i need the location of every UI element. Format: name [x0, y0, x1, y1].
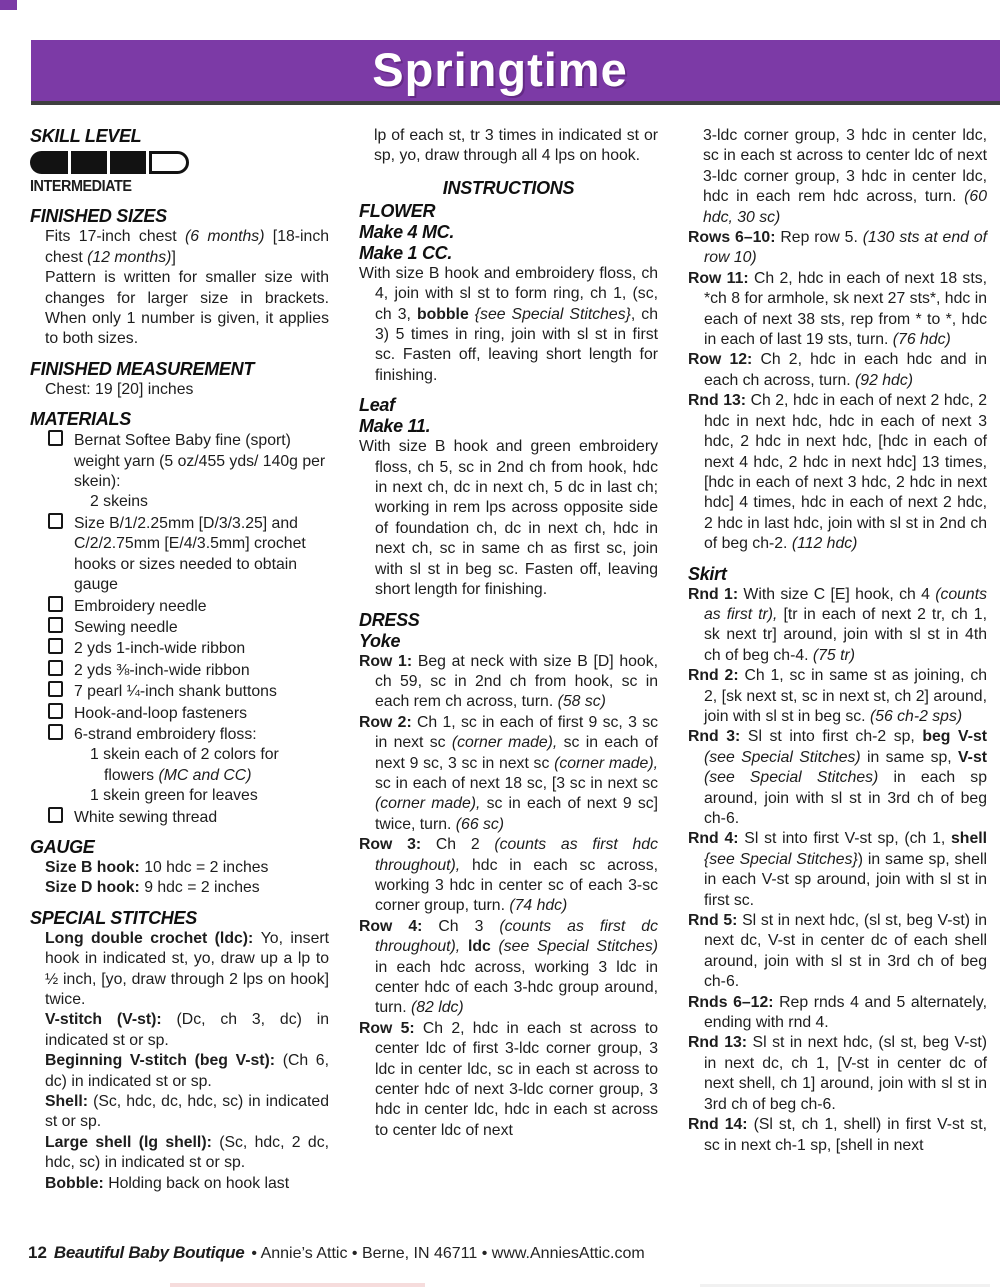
materials-item	[30, 681, 329, 702]
paragraph	[30, 858, 329, 878]
text-run: 2 yds ⅜-inch-wide ribbon	[74, 661, 250, 679]
text-run: Bobble:	[45, 1174, 109, 1192]
text-run: Large shell (lg shell):	[45, 1133, 220, 1151]
text-run: (92 hdc)	[855, 371, 913, 389]
text-run: Row 5:	[359, 1019, 423, 1037]
text-run: Ch 1, sc in each of first 9 sc, 3 sc in next sc	[375, 713, 658, 752]
text-run: Chest: 19 [20] inches	[45, 380, 194, 398]
text-run: Make 4 MC.	[359, 221, 455, 242]
text-run: Rep row 5.	[780, 229, 863, 247]
text-run: (76 hdc)	[892, 331, 951, 349]
skill-level-value	[30, 177, 299, 197]
text-run: (12 months)	[87, 248, 172, 266]
paragraph	[688, 269, 987, 351]
text-run: White sewing thread	[74, 808, 218, 826]
text-run: Sl st into first V-st sp, (ch 1,	[744, 830, 952, 848]
text-run: FLOWER	[359, 200, 436, 221]
text-run: Ch 2, hdc in each hdc and in each ch across, turn.	[704, 351, 987, 389]
text-run: Make 1 CC.	[359, 242, 453, 263]
text-run: (Dc, ch 3, dc) in indicated st or sp.	[45, 1011, 330, 1049]
text-run: ) in same sp, shell in each V-st sp around, join with sl st in first sc.	[704, 850, 987, 909]
text-run: SKILL LEVEL	[30, 126, 142, 146]
text-run: hdc in each sc across, working 3 hdc in center sc of each 3-sc corner group, turn.	[375, 856, 658, 915]
text-run: ldc	[467, 938, 499, 956]
text-run: SPECIAL STITCHES	[30, 907, 197, 928]
text-run: Rnds 6–12:	[688, 993, 780, 1011]
materials-item	[30, 513, 329, 596]
text-run: Long double crochet (ldc):	[45, 929, 261, 947]
text-run: beg V-st	[922, 728, 987, 746]
checkbox-icon	[48, 703, 63, 719]
paragraph	[30, 878, 329, 898]
text-run: With size B hook and green embroidery floss, ch 5, sc in 2nd ch from hook, hdc in next ch, dc in next ch, 5 dc in last ch; working in rem lps across opposite side of foundation ch, dc in next ch, hdc in next ch, sc in same ch as first sc, join with sl st in beg sc. Fasten off, leaving short length for finishing.	[359, 438, 658, 599]
text-run: (Ch 6, dc) in indicated st or sp.	[45, 1052, 329, 1090]
section-heading	[359, 416, 658, 437]
section-heading	[359, 222, 658, 243]
skill-segment	[71, 151, 107, 174]
leaf-heading	[359, 395, 658, 416]
text-run: Rnd 4:	[688, 830, 745, 848]
text-run: Beginning V-stitch (beg V-st):	[45, 1052, 283, 1070]
text-run: (Sc, hdc, 2 dc, hdc, sc) in indicated st or sp.	[45, 1133, 330, 1172]
sub-item	[30, 745, 329, 786]
materials-item	[30, 807, 329, 828]
finished-sizes-heading	[30, 206, 329, 227]
text-run: (66 sc)	[455, 815, 505, 833]
paragraph	[30, 929, 329, 1011]
text-run: Ch 2	[435, 836, 495, 854]
text-run: (corner made),	[451, 734, 558, 752]
column-3	[688, 126, 987, 1231]
text-run: in each hdc across, working 3 ldc in center hdc of each 3-hdc group around, turn.	[375, 958, 658, 1017]
text-run: sc in each of next 9 sc] twice, turn.	[375, 795, 659, 833]
text-run: {see Special Stitches}	[704, 850, 858, 868]
text-run: 2 yds 1-inch-wide ribbon	[74, 640, 246, 658]
text-run: (counts as first hdc throughout),	[375, 836, 658, 874]
text-run: FINISHED MEASUREMENT	[30, 358, 255, 379]
text-run: Row 3:	[359, 836, 436, 854]
text-run: 3-ldc corner group, 3 hdc in center ldc, sc in each st across to center ldc of next 3-ldc corner group, 3 hdc in center ldc, hdc in each rem hdc across, turn.	[703, 127, 987, 206]
text-run: Rnd 13:	[688, 1034, 753, 1052]
paragraph	[688, 350, 987, 391]
paragraph	[359, 126, 658, 167]
paragraph	[30, 227, 329, 268]
text-run: (6 months)	[185, 228, 265, 246]
materials-item	[30, 430, 329, 492]
text-run: GAUGE	[30, 836, 95, 857]
page-corner-artifact	[0, 0, 17, 10]
text-run: Ch 1, sc in same st as joining, ch 2, [sk next st, sc in next st, ch 2] around, join with sl st in beg sc.	[704, 667, 988, 725]
text-run: sc in each of next 18 sc, [3 sc in next sc	[375, 774, 658, 792]
text-run: Rnd 3:	[688, 728, 748, 746]
text-run: Size D hook:	[45, 879, 145, 897]
paragraph	[688, 829, 987, 911]
text-run: Leaf	[359, 395, 395, 416]
text-run: in each sp around, join with sl st in 3rd ch of beg ch-6.	[704, 769, 987, 827]
text-run: Sl st in next hdc, (sl st, beg V-st) in next dc, V-st in center dc of each shell around, join with sl st in 3rd ch of beg ch-6.	[704, 912, 987, 991]
text-run: Sewing needle	[74, 618, 178, 636]
sub-item	[30, 786, 329, 806]
text-run: Shell:	[45, 1093, 94, 1111]
text-run: Row 4:	[359, 917, 439, 935]
page-number: 12	[28, 1243, 47, 1262]
text-run: With size B hook and embroidery floss, ch 4, join with sl st to form ring, ch 1, (sc, ch 3,	[359, 264, 658, 323]
footer-info: • Annie’s Attic • Berne, IN 46711 • www.AnniesAttic.com	[251, 1245, 645, 1262]
checkbox-icon	[48, 513, 63, 529]
materials-item	[30, 660, 329, 681]
text-run: Rnd 2:	[688, 667, 745, 685]
text-run: Ch 3	[438, 917, 500, 935]
text-run: Row 1:	[359, 652, 418, 670]
text-run: (counts as first dc throughout),	[375, 917, 658, 956]
paragraph	[359, 1019, 658, 1141]
text-run: 1 skein each of 2 colors for flowers	[90, 746, 279, 784]
paragraph	[30, 1051, 329, 1092]
materials-item	[30, 703, 329, 724]
text-run: 10 hdc = 2 inches	[144, 858, 269, 876]
yoke-heading	[359, 631, 658, 652]
paragraph	[359, 652, 658, 713]
paragraph	[30, 1092, 329, 1133]
text-run: (see Special Stitches)	[704, 748, 861, 766]
text-run: (see Special Stitches)	[498, 938, 658, 956]
text-run: 9 hdc = 2 inches	[144, 879, 260, 897]
gauge-heading	[30, 837, 329, 858]
materials-item	[30, 638, 329, 659]
text-run: (counts as first tr),	[704, 585, 988, 623]
paragraph	[688, 1033, 987, 1115]
text-run: Make 11.	[359, 416, 431, 437]
text-run: sc in each of next 9 sc, 3 sc in next sc	[375, 734, 659, 772]
paragraph	[688, 126, 987, 228]
text-run: ]	[171, 248, 176, 266]
checkbox-icon	[48, 660, 63, 676]
text-run: Rnd 14:	[688, 1116, 754, 1134]
text-run: {see Special Stitches}	[474, 305, 631, 323]
paragraph	[688, 993, 987, 1034]
text-run: [tr in each of next 2 tr, ch 1, sk next tr] around, join with sl st in 4th ch of beg ch-4.	[704, 605, 987, 664]
text-run: (Sl st, ch 1, shell) in first V-st st, sc in next ch-1 sp, [shell in next	[704, 1116, 987, 1154]
sub-item	[30, 492, 329, 512]
column-1	[30, 126, 329, 1231]
text-run: V-stitch (V-st):	[45, 1011, 177, 1029]
materials-item	[30, 617, 329, 638]
text-run: Embroidery needle	[74, 597, 207, 615]
text-run: Holding back on hook last	[108, 1174, 290, 1192]
column-2	[359, 126, 658, 1231]
text-run: (MC and CC)	[158, 766, 252, 784]
text-run: V-st	[958, 748, 987, 766]
paragraph	[359, 264, 658, 386]
text-run: (82 ldc)	[411, 999, 464, 1017]
paragraph	[688, 666, 987, 727]
special-stitches-heading	[30, 908, 329, 929]
text-run: Hook-and-loop fasteners	[74, 704, 247, 722]
text-run: , ch 3) 5 times in ring, join with sl st in first sc. Fasten off, leaving short length for finishing.	[375, 305, 658, 384]
text-run: Rnd 13:	[688, 392, 751, 410]
paragraph	[688, 228, 987, 269]
text-run: Bernat Softee Baby fine (sport) weight yarn (5 oz/455 yds/ 140g per skein):	[74, 432, 326, 491]
text-run: Row 2:	[359, 713, 418, 731]
paragraph	[688, 585, 987, 667]
text-run: 1 skein green for leaves	[90, 787, 258, 805]
skill-level-heading	[30, 126, 329, 147]
checkbox-icon	[48, 430, 63, 446]
materials-item	[30, 596, 329, 617]
text-run: INSTRUCTIONS	[442, 177, 575, 198]
paragraph	[30, 1010, 329, 1051]
text-run: Yoke	[359, 630, 401, 651]
text-run: DRESS	[359, 609, 420, 630]
text-run: FINISHED SIZES	[30, 206, 167, 227]
text-run: shell	[951, 830, 988, 848]
paragraph	[30, 1174, 329, 1194]
paragraph	[688, 911, 987, 993]
dress-heading	[359, 610, 658, 631]
text-run: Skirt	[688, 563, 727, 584]
checkbox-icon	[48, 638, 63, 654]
text-run: Rnd 1:	[688, 585, 744, 603]
text-run: Sl st into first ch-2 sp,	[747, 728, 923, 746]
text-run: Rnd 5:	[688, 912, 743, 930]
text-run: (60 hdc, 30 sc)	[703, 188, 987, 226]
skill-level-meter	[30, 151, 329, 174]
section-heading	[359, 243, 658, 264]
text-run: Ch 2, hdc in each of next 18 sts, *ch 8 for armhole, sk next 27 sts*, hdc in each of next 38 sts, rep from * to *, hdc in each of last 19 sts, turn.	[704, 269, 987, 349]
text-run: 6-strand embroidery floss:	[74, 725, 257, 743]
text-run: 2 skeins	[90, 493, 148, 511]
finished-measurement-heading	[30, 359, 329, 380]
paragraph	[688, 1115, 987, 1156]
text-run: Ch 2, hdc in each st across to center ldc of first 3-ldc corner group, 3 ldc in center ldc, sc in each st across to center hdc of next 3-ldc corner group, 3 hdc in center ldc, hdc in each st across to center ldc of next	[375, 1019, 658, 1139]
paragraph	[359, 437, 658, 600]
text-run: MATERIALS	[30, 409, 131, 430]
skill-segment	[110, 151, 146, 174]
checkbox-icon	[48, 617, 63, 633]
materials-item	[30, 724, 329, 745]
paragraph	[688, 727, 987, 829]
paragraph	[688, 391, 987, 554]
photo-edge-artifact	[170, 1283, 425, 1287]
paragraph	[30, 380, 329, 400]
checkbox-icon	[48, 807, 63, 823]
text-run: lp of each st, tr 3 times in indicated st or sp, yo, draw through all 4 lps on hook.	[374, 127, 658, 165]
text-run: (58 sc)	[557, 693, 606, 711]
skirt-heading	[688, 564, 987, 585]
paragraph	[359, 835, 658, 917]
text-run: (75 tr)	[812, 646, 856, 664]
flower-heading	[359, 201, 658, 222]
text-run: Rows 6–10:	[688, 229, 781, 247]
text-run: (56 ch-2 sps)	[869, 707, 963, 725]
text-run: Row 12:	[688, 351, 761, 369]
text-run: Pattern is written for smaller size with changes for larger size in brackets. When only 1 number is given, it applies to both sizes.	[45, 269, 329, 348]
text-run: Yo, insert hook in indicated st, yo, draw up a lp to ½ inch, [yo, draw through 2 lps on hook] twice.	[45, 929, 330, 1008]
text-run: Fits 17-inch chest	[45, 228, 186, 246]
paragraph	[30, 268, 329, 350]
text-run: (74 hdc)	[509, 897, 568, 915]
text-run: in same sp,	[860, 748, 959, 766]
header-bar-shadow	[31, 101, 1000, 105]
text-run: With size C [E] hook, ch 4	[743, 585, 936, 603]
text-run: INTERMEDIATE	[30, 178, 132, 195]
paragraph	[359, 917, 658, 1019]
text-run: (112 hdc)	[791, 535, 858, 553]
article-columns	[30, 126, 988, 1231]
checkbox-icon	[48, 724, 63, 740]
text-run: (see Special Stitches)	[704, 769, 879, 787]
text-run: [18-inch chest	[45, 228, 330, 266]
text-run: Size B/1/2.25mm [D/3/3.25] and C/2/2.75mm [E/4/3.5mm] crochet hooks or sizes needed to obtain gauge	[74, 514, 306, 594]
paragraph	[30, 1133, 329, 1174]
skill-segment	[149, 151, 189, 174]
page-title: Springtime	[372, 43, 628, 96]
text-run: bobble	[416, 305, 475, 323]
text-run: (corner made),	[554, 754, 658, 772]
text-run: (130 sts at end of row 10)	[704, 229, 987, 267]
text-run: Ch 2, hdc in each of next 2 hdc, 2 hdc in next hdc, hdc in each of next 3 hdc, 2 hdc in next hdc, [hdc in each of next 4 hdc, 2 hdc in next hdc] 13 times, [hdc in each of next 3 hdc, 2 hdc in next hdc] 4 times, hdc in each of next 2 hdc, 2 hdc in last hdc, join with sl st in 2nd ch of beg ch-2.	[704, 392, 987, 553]
checkbox-icon	[48, 681, 63, 697]
text-run: Rep rnds 4 and 5 alternately, ending with rnd 4.	[704, 993, 987, 1032]
text-run: Beg at neck with size B [D] hook, ch 59, sc in 2nd ch from hook, sc in each rem ch across, turn.	[375, 652, 659, 711]
page-footer	[28, 1243, 645, 1263]
text-run: 7 pearl ¼-inch shank buttons	[74, 683, 277, 701]
publication-name: Beautiful Baby Boutique	[53, 1243, 245, 1262]
materials-heading	[30, 409, 329, 430]
checkbox-icon	[48, 596, 63, 612]
paragraph	[359, 713, 658, 835]
text-run: Row 11:	[688, 269, 754, 287]
skill-segment	[30, 151, 68, 174]
text-run: Sl st in next hdc, (sl st, beg V-st) in next dc, ch 1, [V-st in center dc of next shell, ch 1] around, join with sl st in 3rd ch of beg ch-6.	[704, 1034, 987, 1113]
text-run: Size B hook:	[45, 858, 145, 876]
instructions-heading	[359, 178, 658, 199]
text-run: (corner made),	[375, 795, 481, 813]
text-run: (Sc, hdc, dc, hdc, sc) in indicated st or sp.	[45, 1093, 329, 1131]
